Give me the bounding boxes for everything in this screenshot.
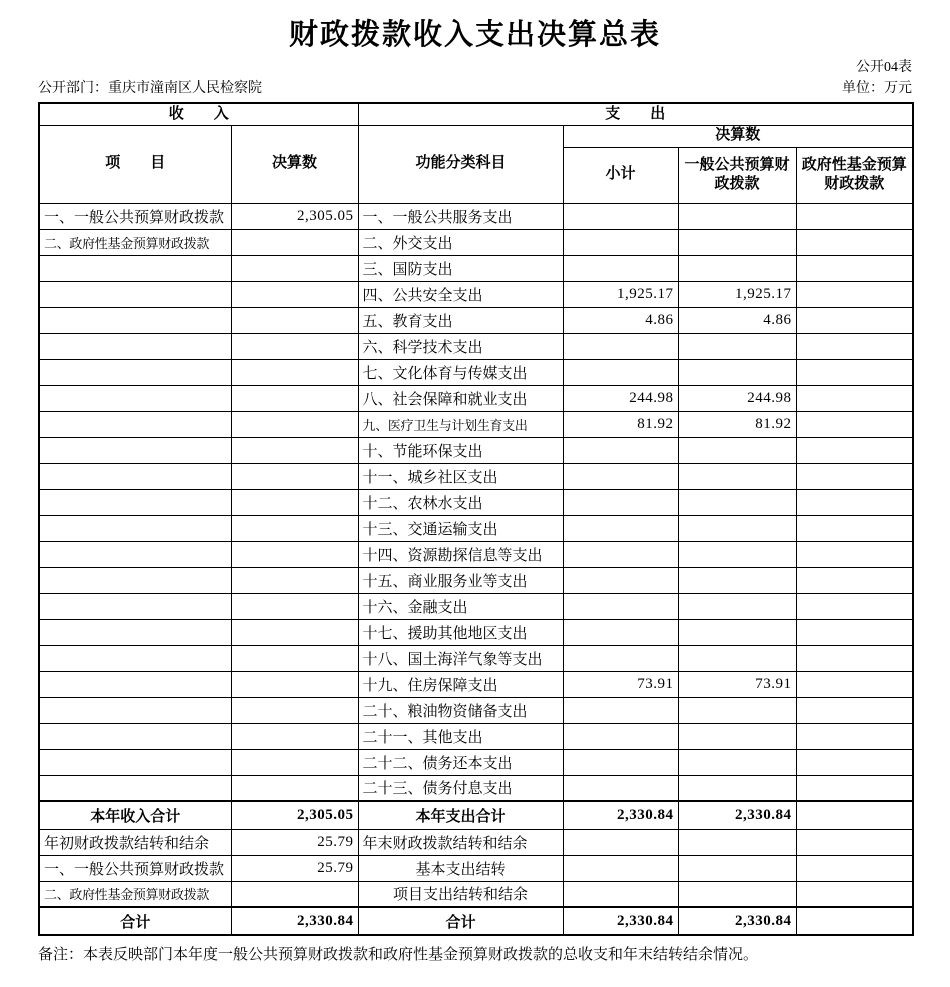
income-item-cell [39,437,231,463]
subtotal-value-cell [563,515,678,541]
subtotal-value-cell: 1,925.17 [563,281,678,307]
income-item-cell: 合计 [39,907,231,935]
table-row [39,775,913,801]
general-value-cell [678,829,796,855]
table-row [39,723,913,749]
income-item-cell [39,333,231,359]
income-value-cell [231,775,358,801]
subtotal-value-cell: 2,330.84 [563,907,678,935]
govfund-value-cell [796,281,913,307]
income-value-cell [231,385,358,411]
income-item-cell [39,281,231,307]
expense-item-cell: 十七、援助其他地区支出 [358,619,563,645]
table-row [39,749,913,775]
expense-item-cell: 年末财政拨款结转和结余 [358,829,563,855]
subtotal-value-cell [563,881,678,907]
general-value-cell [678,749,796,775]
subtotal-value-cell [563,255,678,281]
income-item-cell [39,619,231,645]
income-item-cell [39,723,231,749]
subtotal-value-cell [563,203,678,229]
subtotal-value-cell [563,567,678,593]
table-row [39,203,913,229]
expense-item-cell: 二十三、债务付息支出 [358,775,563,801]
col-header-function: 功能分类科目 [358,125,563,203]
general-value-cell [678,255,796,281]
table-row [39,645,913,671]
govfund-value-cell [796,723,913,749]
income-value-cell [231,541,358,567]
govfund-value-cell [796,489,913,515]
govfund-value-cell [796,437,913,463]
income-value-cell [231,749,358,775]
table-row [39,385,913,411]
expense-item-cell: 九、医疗卫生与计划生育支出 [358,411,563,437]
general-value-cell: 81.92 [678,411,796,437]
subtotal-value-cell [563,229,678,255]
expense-item-cell: 十一、城乡社区支出 [358,463,563,489]
table-row [39,567,913,593]
govfund-value-cell [796,463,913,489]
govfund-value-cell [796,255,913,281]
general-value-cell [678,333,796,359]
expense-item-cell: 十六、金融支出 [358,593,563,619]
subtotal-value-cell [563,593,678,619]
general-value-cell [678,489,796,515]
govfund-value-cell [796,671,913,697]
income-value-cell [231,489,358,515]
govfund-value-cell [796,619,913,645]
subtotal-value-cell [563,775,678,801]
table-row [39,463,913,489]
subtotal-value-cell [563,333,678,359]
general-value-cell: 2,330.84 [678,907,796,935]
general-value-cell [678,881,796,907]
col-header-final-expense: 决算数 [563,125,913,147]
table-row [39,489,913,515]
income-value-cell: 2,305.05 [231,203,358,229]
govfund-value-cell [796,697,913,723]
expense-item-cell: 一、一般公共服务支出 [358,203,563,229]
expense-item-cell: 十二、农林水支出 [358,489,563,515]
subtotal-value-cell [563,437,678,463]
govfund-value-cell [796,749,913,775]
income-item-cell [39,749,231,775]
expense-item-cell: 项目支出结转和结余 [358,881,563,907]
general-value-cell [678,697,796,723]
income-item-cell [39,697,231,723]
income-item-cell [39,307,231,333]
expense-section-header: 支 出 [358,103,913,125]
table-row [39,829,913,855]
income-value-cell: 2,330.84 [231,907,358,935]
income-value-cell [231,567,358,593]
general-value-cell [678,645,796,671]
govfund-value-cell [796,907,913,935]
income-item-cell [39,385,231,411]
income-item-cell: 年初财政拨款结转和结余 [39,829,231,855]
govfund-value-cell [796,881,913,907]
general-value-cell: 73.91 [678,671,796,697]
table-row [39,541,913,567]
income-value-cell [231,515,358,541]
income-value-cell [231,333,358,359]
govfund-value-cell [796,855,913,881]
fiscal-appropriation-table [38,102,914,936]
subtotal-value-cell: 81.92 [563,411,678,437]
expense-item-cell: 三、国防支出 [358,255,563,281]
table-row [39,697,913,723]
income-item-cell: 本年收入合计 [39,801,231,829]
income-item-cell [39,645,231,671]
table-row [39,907,913,935]
table-row [39,255,913,281]
expense-item-cell: 二、外交支出 [358,229,563,255]
govfund-value-cell [796,359,913,385]
expense-item-cell: 二十、粮油物资储备支出 [358,697,563,723]
income-value-cell [231,723,358,749]
income-item-cell: 一、一般公共预算财政拨款 [39,203,231,229]
income-value-cell [231,359,358,385]
general-value-cell [678,723,796,749]
expense-item-cell: 十九、住房保障支出 [358,671,563,697]
meta-row [38,78,912,100]
govfund-value-cell [796,203,913,229]
govfund-value-cell [796,515,913,541]
income-item-cell [39,255,231,281]
general-value-cell [678,203,796,229]
income-value-cell [231,593,358,619]
unit-label: 单位：万元 [842,81,912,96]
govfund-value-cell [796,645,913,671]
col-header-gov-fund: 政府性基金预算财政拨款 [796,147,913,203]
subtotal-value-cell [563,749,678,775]
income-value-cell [231,671,358,697]
income-item-cell [39,489,231,515]
col-header-general-budget: 一般公共预算财政拨款 [678,147,796,203]
general-value-cell: 2,330.84 [678,801,796,829]
expense-item-cell: 四、公共安全支出 [358,281,563,307]
subtotal-value-cell [563,723,678,749]
income-item-cell [39,775,231,801]
table-row [39,881,913,907]
subtotal-value-cell [563,697,678,723]
table-row [39,281,913,307]
subtotal-value-cell [563,829,678,855]
subtotal-value-cell [563,619,678,645]
general-value-cell [678,567,796,593]
subtotal-value-cell [563,541,678,567]
govfund-value-cell [796,411,913,437]
general-value-cell [678,855,796,881]
table-row [39,437,913,463]
general-value-cell: 244.98 [678,385,796,411]
table-row [39,671,913,697]
income-item-cell: 二、政府性基金预算财政拨款 [39,229,231,255]
income-item-cell [39,463,231,489]
table-row [39,307,913,333]
expense-item-cell: 八、社会保障和就业支出 [358,385,563,411]
expense-item-cell: 十五、商业服务业等支出 [358,567,563,593]
note: 备注：本表反映部门本年度一般公共预算财政拨款和政府性基金预算财政拨款的总收支和年末结转结余情况。 [38,947,759,963]
govfund-value-cell [796,541,913,567]
subtotal-value-cell: 73.91 [563,671,678,697]
table-row [39,333,913,359]
expense-item-cell: 五、教育支出 [358,307,563,333]
income-item-cell [39,541,231,567]
general-value-cell [678,541,796,567]
col-header-subtotal: 小计 [563,147,678,203]
income-value-cell [231,411,358,437]
income-item-cell [39,515,231,541]
sheet-label: 公开04表 [856,60,912,75]
table-row [39,229,913,255]
subtotal-value-cell: 2,330.84 [563,801,678,829]
govfund-value-cell [796,333,913,359]
income-item-cell [39,411,231,437]
income-value-cell [231,229,358,255]
expense-item-cell: 七、文化体育与传媒支出 [358,359,563,385]
income-section-header: 收 入 [39,103,358,125]
govfund-value-cell [796,593,913,619]
income-value-cell: 2,305.05 [231,801,358,829]
income-item-cell [39,359,231,385]
income-value-cell [231,697,358,723]
income-item-cell [39,567,231,593]
income-value-cell [231,255,358,281]
govfund-value-cell [796,829,913,855]
col-header-item: 项 目 [39,125,231,203]
table-row [39,593,913,619]
income-item-cell [39,671,231,697]
general-value-cell [678,437,796,463]
expense-item-cell: 六、科学技术支出 [358,333,563,359]
subtotal-value-cell: 4.86 [563,307,678,333]
income-value-cell [231,437,358,463]
col-header-final-income: 决算数 [231,125,358,203]
income-value-cell: 25.79 [231,855,358,881]
general-value-cell [678,593,796,619]
table-row [39,619,913,645]
income-value-cell [231,463,358,489]
expense-item-cell: 十、节能环保支出 [358,437,563,463]
general-value-cell [678,515,796,541]
general-value-cell: 1,925.17 [678,281,796,307]
expense-item-cell: 合计 [358,907,563,935]
income-value-cell [231,645,358,671]
income-value-cell [231,281,358,307]
subtotal-value-cell [563,463,678,489]
govfund-value-cell [796,567,913,593]
expense-item-cell: 二十一、其他支出 [358,723,563,749]
expense-item-cell: 二十二、债务还本支出 [358,749,563,775]
subtotal-value-cell: 244.98 [563,385,678,411]
table-row [39,801,913,829]
table-row [39,855,913,881]
govfund-value-cell [796,307,913,333]
income-item-cell [39,593,231,619]
subtotal-value-cell [563,359,678,385]
department-label: 公开部门：重庆市潼南区人民检察院 [38,81,262,96]
subtotal-value-cell [563,645,678,671]
general-value-cell [678,359,796,385]
page-title: 财政拨款收入支出决算总表 [288,19,661,51]
table-body [39,203,913,935]
general-value-cell [678,229,796,255]
govfund-value-cell [796,385,913,411]
table-row [39,411,913,437]
expense-item-cell: 本年支出合计 [358,801,563,829]
income-item-cell: 二、政府性基金预算财政拨款 [39,881,231,907]
govfund-value-cell [796,775,913,801]
subtotal-value-cell [563,855,678,881]
expense-item-cell: 十四、资源勘探信息等支出 [358,541,563,567]
table-row [39,515,913,541]
income-value-cell: 25.79 [231,829,358,855]
income-value-cell [231,307,358,333]
general-value-cell [678,775,796,801]
income-value-cell [231,881,358,907]
income-item-cell: 一、一般公共预算财政拨款 [39,855,231,881]
govfund-value-cell [796,229,913,255]
govfund-value-cell [796,801,913,829]
expense-item-cell: 十三、交通运输支出 [358,515,563,541]
subtotal-value-cell [563,489,678,515]
general-value-cell [678,463,796,489]
general-value-cell [678,619,796,645]
general-value-cell: 4.86 [678,307,796,333]
expense-item-cell: 十八、国土海洋气象等支出 [358,645,563,671]
table-row [39,359,913,385]
expense-item-cell: 基本支出结转 [358,855,563,881]
income-value-cell [231,619,358,645]
